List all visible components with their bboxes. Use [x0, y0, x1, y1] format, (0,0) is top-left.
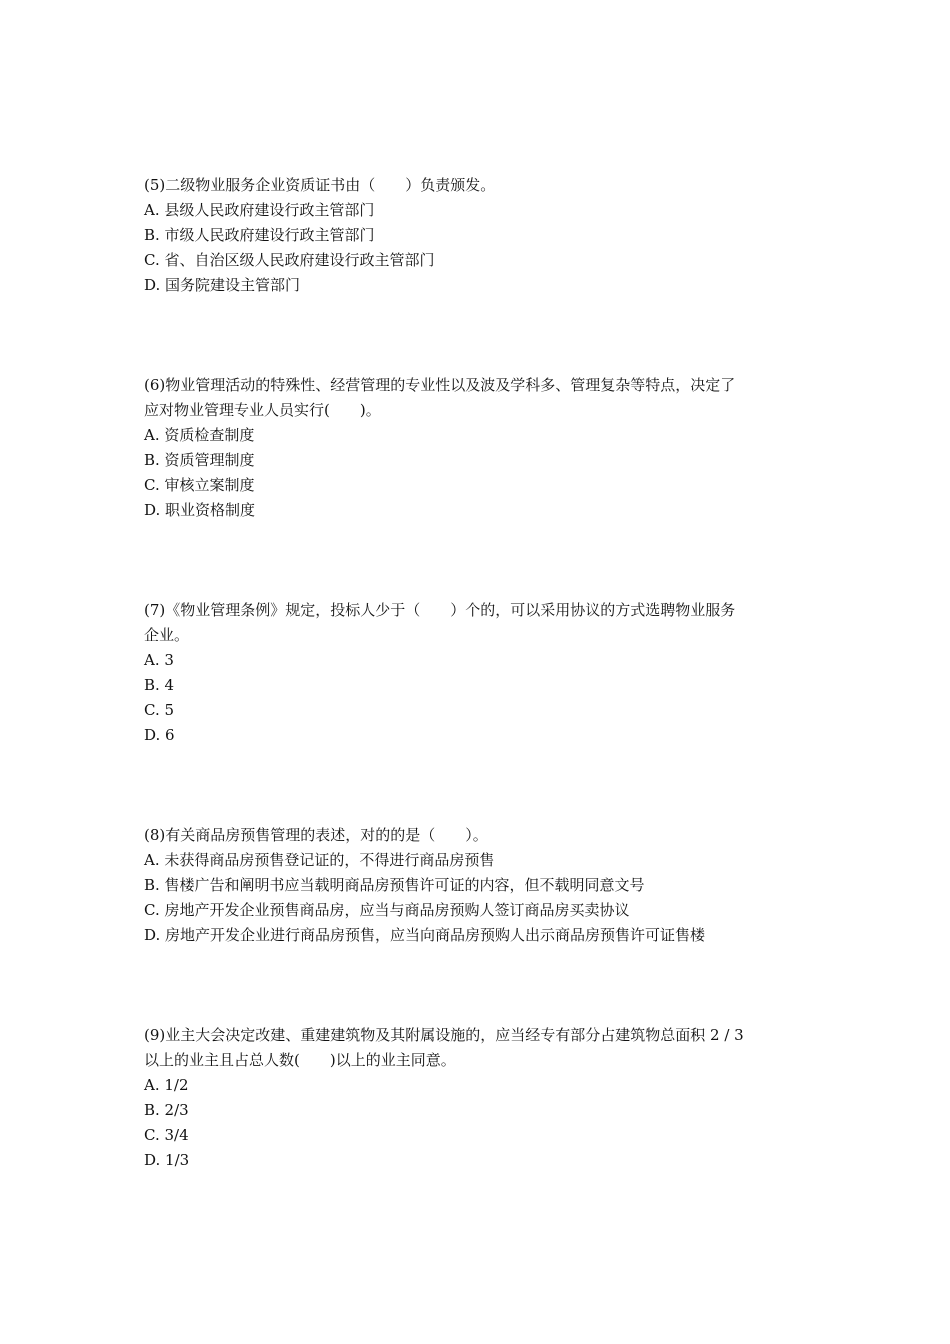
question-5-option-a: A. 县级人民政府建设行政主管部门 — [144, 201, 375, 219]
question-9-option-a: A. 1/2 — [144, 1076, 189, 1094]
question-6-option-c: C. 审核立案制度 — [144, 476, 255, 494]
question-8-option-b: B. 售楼广告和阐明书应当载明商品房预售许可证的内容，但不载明同意文号 — [144, 876, 645, 894]
spacer — [144, 948, 824, 1023]
question-6-option-a: A. 资质检查制度 — [144, 426, 255, 444]
question-9-stem-line-1: (9)业主大会决定改建、重建建筑物及其附属设施的，应当经专有部分占建筑物总面积 2 / 3 — [144, 1026, 744, 1044]
question-9-option-c: C. 3/4 — [144, 1126, 189, 1144]
question-5-option-c: C. 省、自治区级人民政府建设行政主管部门 — [144, 251, 435, 269]
spacer — [144, 298, 824, 373]
question-5-option-d: D. 国务院建设主管部门 — [144, 276, 301, 294]
question-8-option-a: A. 未获得商品房预售登记证的，不得进行商品房预售 — [144, 851, 495, 869]
document-page — [144, 173, 824, 1173]
question-8-option-c: C. 房地产开发企业预售商品房，应当与商品房预购人签订商品房买卖协议 — [144, 901, 630, 919]
question-6-stem-line-2: 应对物业管理专业人员实行( )。 — [144, 401, 381, 419]
question-6 — [144, 373, 824, 523]
question-5-stem: (5)二级物业服务企业资质证书由（ ）负责颁发。 — [144, 176, 496, 194]
question-6-stem-line-1: (6)物业管理活动的特殊性、经营管理的专业性以及波及学科多、管理复杂等特点，决定了 — [144, 376, 736, 394]
spacer — [144, 748, 824, 823]
question-7-option-a: A. 3 — [144, 651, 174, 669]
question-9-stem-line-2: 以上的业主且占总人数( )以上的业主同意。 — [144, 1051, 456, 1069]
question-7-stem-line-1: (7)《物业管理条例》规定，投标人少于（ ）个的，可以采用协议的方式选聘物业服务 — [144, 601, 736, 619]
question-9-option-d: D. 1/3 — [144, 1151, 190, 1169]
question-5-option-b: B. 市级人民政府建设行政主管部门 — [144, 226, 375, 244]
question-6-option-b: B. 资质管理制度 — [144, 451, 255, 469]
question-7-option-d: D. 6 — [144, 726, 175, 744]
spacer — [144, 523, 824, 598]
question-9 — [144, 1023, 824, 1173]
question-5 — [144, 173, 824, 298]
question-7-stem-line-2: 企业。 — [144, 626, 190, 644]
question-8-option-d: D. 房地产开发企业进行商品房预售，应当向商品房预购人出示商品房预售许可证售楼 — [144, 926, 706, 944]
question-9-option-b: B. 2/3 — [144, 1101, 189, 1119]
question-7-option-b: B. 4 — [144, 676, 175, 694]
question-7-option-c: C. 5 — [144, 701, 175, 719]
question-6-option-d: D. 职业资格制度 — [144, 501, 256, 519]
question-7 — [144, 598, 824, 748]
question-8-stem: (8)有关商品房预售管理的表述，对的的是（ ）。 — [144, 826, 488, 844]
question-8 — [144, 823, 824, 948]
